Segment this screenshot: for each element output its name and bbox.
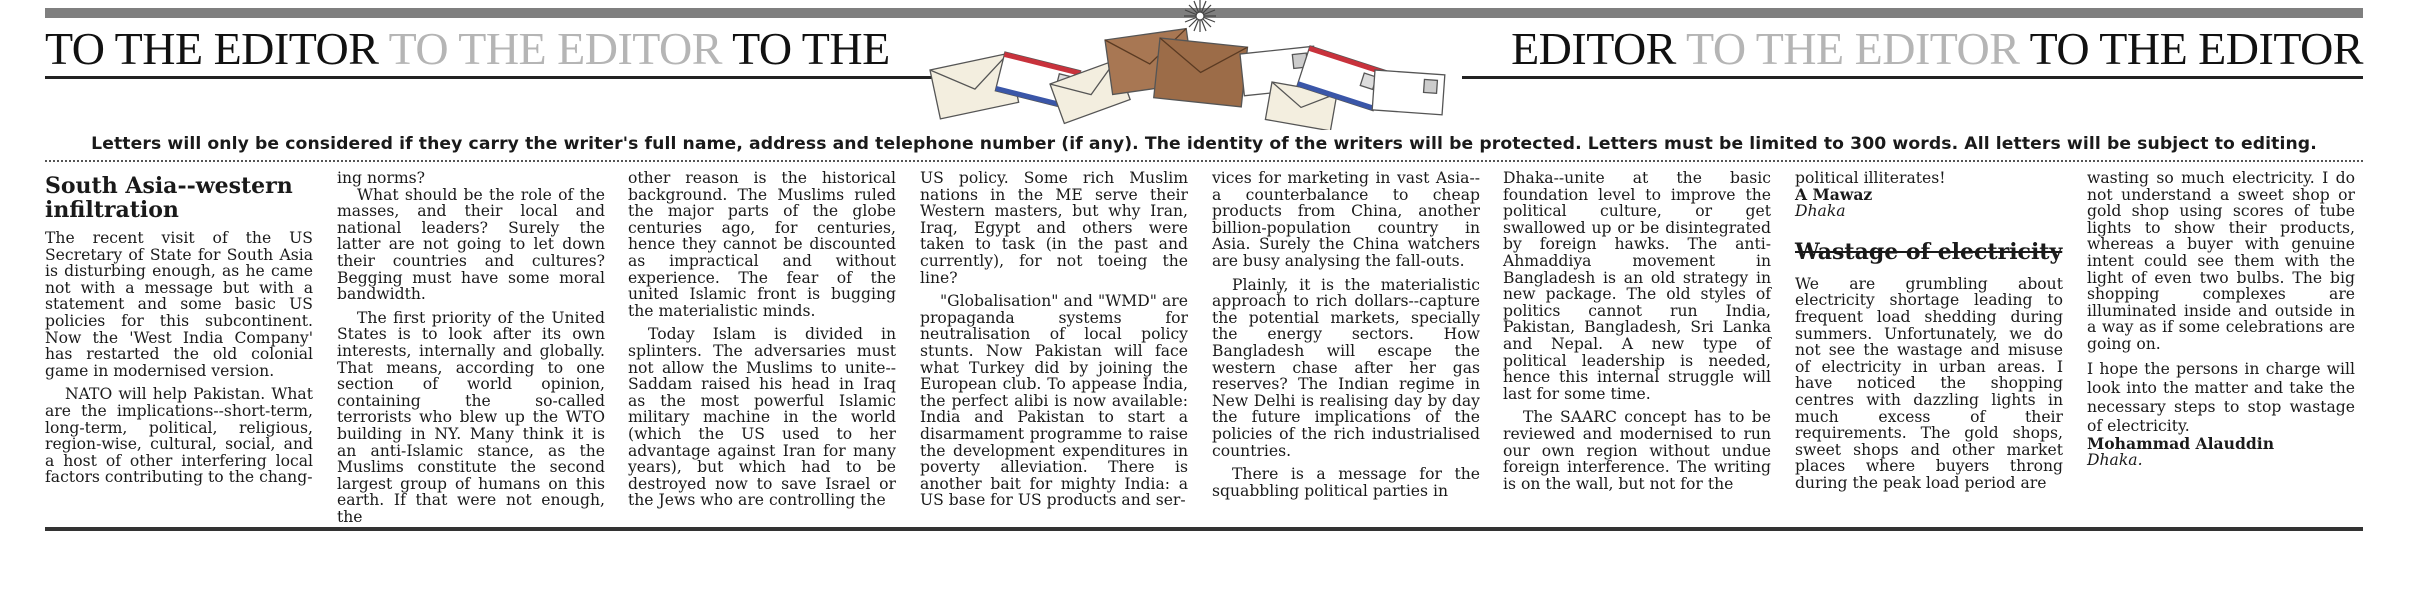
- dotted-divider: [45, 160, 2363, 162]
- paragraph: The SAARC concept has to be reviewed and modernised to run our own region without undue foreign interference. The writing is on the wall, but not for the: [1503, 408, 1771, 493]
- column-1: [45, 170, 313, 486]
- masthead-text: EDITOR: [1511, 23, 1676, 74]
- column-8: [2087, 170, 2355, 469]
- paragraph: wasting so much electricity. I do not understand a sweet shop or gold shop using scores of tube lights to show their products, whereas a buyer with genuine intent could see them with the light of even two bulbs. The big shopping complexes are illuminated inside and outside in a way as if some celebrations are going on.: [2087, 169, 2355, 353]
- paragraph: Plainly, it is the materialistic approach to rich dollars--capture the potential markets, specially the energy sectors. How Bangladesh will escape the western chase after her gas reserves? The Indian regime in New Delhi is realising day by day the future implications of the policies of the rich industrialised countries.: [1212, 275, 1480, 460]
- bottom-rule: [45, 527, 2363, 531]
- column-5: [1212, 170, 1480, 499]
- envelopes-illustration: [910, 0, 1470, 130]
- masthead-left: [45, 24, 890, 74]
- column-7: [1795, 170, 2063, 492]
- column-2: [337, 170, 605, 525]
- paragraph: ing norms?: [337, 169, 426, 187]
- paragraph: other reason is the historical background. The Muslims ruled the major parts of the globe centuries ago, for centuries, hence they cannot be discounted as impractical and without experience. The fear of the united Islamic front is bugging the materialistic minds.: [628, 169, 896, 320]
- paragraph: US policy. Some rich Muslim nations in the ME serve their Western masters, but why Iran, Iraq, Egypt and others were taken to task (in the past and currently), for not toeing the line?: [920, 169, 1188, 287]
- column-3: [628, 170, 896, 509]
- paragraph: The recent visit of the US Secretary of State for South Asia is disturbing enough, as he came not with a message but with a statement and some basic US policies for this subcontinent. Now the 'West India Company' has restarted the old colonial game in modernised version.: [45, 229, 313, 380]
- masthead-rule-right: [1462, 76, 2363, 79]
- paragraph: I hope the persons in charge will look into the matter and take the necessary steps to stop wastage of electricity.: [2087, 359, 2355, 435]
- signature-place: Dhaka: [1795, 202, 1846, 221]
- signature-name: A Mawaz: [1795, 184, 1873, 204]
- letter-headline: Wastage of electricity: [1795, 238, 2063, 265]
- paragraph: vices for marketing in vast Asia--a counterbalance to cheap products from China, another billion-population country in Asia. Surely the China watchers are busy analysing the fall-outs.: [1212, 169, 1480, 270]
- masthead-text-grey: TO THE EDITOR: [388, 23, 722, 74]
- column-4: [920, 170, 1188, 509]
- masthead-rule-left: [45, 76, 945, 79]
- paragraph: The first priority of the United States is to look after its own interests, internally and globally. That means, according to one section of world opinion, containing the so-called terrorists who blew up the WTO building in NY. Many think it is an anti-Islamic stance, as the Muslims constitute the second largest group of humans on this earth. If that were not enough, the: [337, 308, 605, 526]
- column-6: [1503, 170, 1771, 492]
- paragraph: There is a message for the squabbling political parties in: [1212, 465, 1480, 500]
- paragraph: We are grumbling about electricity shortage leading to frequent load shedding during summers. Unfortunately, we do not see the wastage and misuse of electricity in urban areas. I have noticed the shopping centres with dazzling lights in much excess of their requirements. The gold shops, sweet shops and other market places where buyers throng during the peak load period are: [1795, 274, 2063, 492]
- letter-headline: South Asia--western infiltration: [45, 173, 293, 223]
- masthead-text: TO THE: [732, 23, 890, 74]
- submission-notice: Letters will only be considered if they carry the writer's full name, address and telephone number (if any). The identity of the writers will be protected. Letters must be limited to 300 words. All letters will be subject to editing.: [91, 134, 2317, 154]
- masthead-text-grey: TO THE EDITOR: [1686, 23, 2020, 74]
- paragraph: Dhaka--unite at the basic foundation level to improve the political culture, or get swallowed up or be disintegrated by foreign hawks. The anti-Ahmaddiya movement in Bangladesh is an old strategy in new package. The old styles of politics cannot run India, Pakistan, Bangladesh, Sri Lanka and Nepal. A new type of political leadership is needed, hence this internal struggle will last for some time.: [1503, 169, 1771, 403]
- paragraph: NATO will help Pakistan. What are the implications--short-term, long-term, political, religious, region-wise, cultural, social, and a host of other interfering local factors contributing to the chang-: [45, 385, 313, 487]
- signature-name: Mohammad Alauddin: [2087, 433, 2275, 453]
- masthead-text: TO THE EDITOR: [2029, 23, 2363, 74]
- paragraph: "Globalisation" and "WMD" are propaganda systems for neutralisation of local policy stunts. Now Pakistan will face what Turkey did by joining the European club. To appease India, the perfect alibi is now available: India and Pakistan to start a disarmament programme to raise the development expenditures in poverty alleviation. There is another bait for mighty India: a US base for US products and ser-: [920, 292, 1188, 510]
- masthead-text: TO THE EDITOR: [45, 23, 379, 74]
- masthead-right: [1511, 24, 2363, 74]
- paragraph: What should be the role of the masses, and their local and national leaders? Surely the latter are not going to let down their countries and cultures? Begging must have some moral bandwidth.: [337, 185, 605, 304]
- signature-place: Dhaka.: [2087, 451, 2143, 470]
- paragraph: political illiterates!: [1795, 169, 1946, 187]
- starburst-icon: [1184, 0, 1216, 32]
- paragraph: Today Islam is divided in splinters. The adversaries must not allow the Muslims to unite--Saddam raised his head in Iraq as the most powerful Islamic military machine in the world (which the US used to her advantage against Iran for many years), but which had to be destroyed now to save Israel or the Jews who are controlling the: [628, 325, 896, 510]
